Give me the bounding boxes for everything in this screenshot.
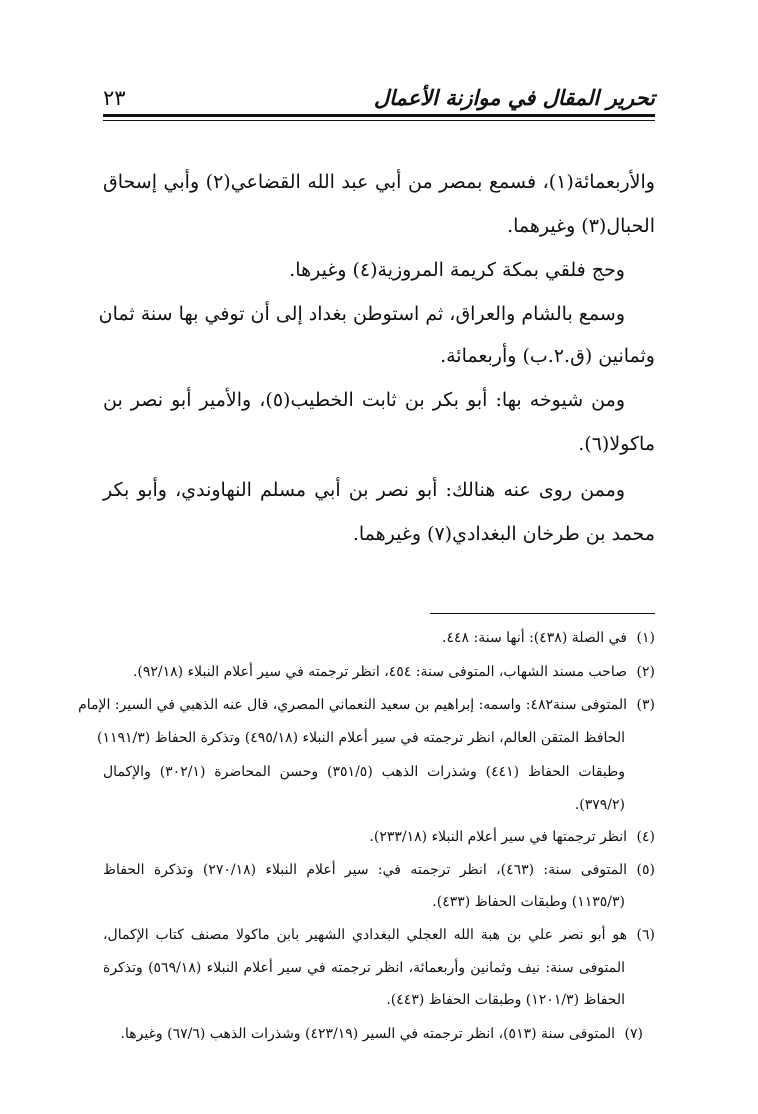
body-line: ومن شيوخه بها: أبو بكر بن ثابت الخطيب(٥)، والأمير أبو نصر بن (103, 389, 625, 411)
footnote-number: (٢) (636, 664, 655, 680)
footnote-3-line-3: وطبقات الحفاظ (٤٤١) وشذرات الذهب (٣٥١/٥) وحسن المحاضرة (٣٠٢/١) والإكمال (103, 764, 625, 780)
footnote-3-line-4: (٣٧٩/٢). (574, 797, 625, 813)
footnote-number: (٦) (636, 927, 655, 943)
header-title: تحرير المقال في موازنة الأعمال (373, 85, 655, 110)
footnote-6 (103, 922, 655, 948)
footnote-number: (١) (636, 630, 655, 646)
footnote-4 (103, 824, 655, 850)
header-rule-thin (103, 120, 655, 121)
body-line: ماكولا(٦). (578, 433, 655, 455)
page-number: ٢٣ (103, 86, 126, 110)
header-rule-thick (103, 114, 655, 117)
footnote-1 (103, 625, 655, 651)
body-line: الحبال(٣) وغيرهما. (507, 215, 655, 237)
footnote-text: في الصلة (٤٣٨): أنها سنة: ٤٤٨. (442, 630, 627, 646)
footnote-number: (٣) (636, 697, 655, 713)
footnote-text: هو أبو نصر علي بن هبة الله العجلي البغدادي الشهير بابن ماكولا مصنف كتاب الإكمال، (103, 927, 627, 943)
footnote-3-line-2: الحافظ المتقن العالم، انظر ترجمته في سير أعلام النبلاء (٤٩٥/١٨) وتذكرة الحفاظ (١١٩١/٣) (96, 730, 625, 746)
body-line: وسمع بالشام والعراق، ثم استوطن بغداد إلى أن توفي بها سنة ثمان (98, 303, 625, 325)
body-line: وحج فلقي بمكة كريمة المروزية(٤) وغيرها. (289, 259, 625, 281)
footnote-text: صاحب مسند الشهاب، المتوفى سنة: ٤٥٤، انظر ترجمته في سير أعلام النبلاء (٩٢/١٨). (132, 664, 627, 680)
footnote-7 (103, 1021, 655, 1047)
body-line: وثمانين (ق.٢.ب) وأربعمائة. (440, 345, 655, 367)
footnote-text: المتوفى سنة (٥١٣)، انظر ترجمته في السير (٤٢٣/١٩) وشذرات الذهب (٦٧/٦) وغيرها. (120, 1026, 615, 1042)
body-line: وممن روى عنه هنالك: أبو نصر بن أبي مسلم النهاوندي، وأبو بكر (103, 479, 625, 501)
body-line: والأربعمائة(١)، فسمع بمصر من أبي عبد الله القضاعي(٢) وأبي إسحاق (103, 171, 655, 193)
footnote-6-line-3: الحفاظ (١٢٠١/٣) وطبقات الحفاظ (٤٤٣). (386, 992, 625, 1008)
footnote-6-line-2: المتوفى سنة: نيف وثمانين وأربعمائة، انظر ترجمته في سير أعلام النبلاء (٥٦٩/١٨) وتذكرة (103, 960, 625, 976)
footnote-number: (٤) (636, 829, 655, 845)
footnote-3 (78, 692, 655, 718)
footnote-text: انظر ترجمتها في سير أعلام النبلاء (٢٣٣/١٨). (369, 829, 627, 845)
footnote-number: (٥) (636, 862, 655, 878)
footnote-number: (٧) (624, 1026, 643, 1042)
footnote-5 (103, 857, 655, 883)
page-header (103, 72, 655, 110)
footnote-text: المتوفى سنة: (٤٦٣)، انظر ترجمته في: سير أعلام النبلاء (٢٧٠/١٨) وتذكرة الحفاظ (103, 862, 627, 878)
footnote-divider (430, 613, 655, 614)
body-line: محمد بن طرخان البغدادي(٧) وغيرهما. (352, 523, 655, 545)
footnote-2 (103, 659, 655, 685)
footnote-5-line-2: (١١٣٥/٣) وطبقات الحفاظ (٤٣٣). (432, 894, 625, 910)
footnote-text: المتوفى سنة٤٨٢: واسمه: إبراهيم بن سعيد النعماني المصري، قال عنه الذهبي في السير: الإمام (78, 697, 627, 713)
